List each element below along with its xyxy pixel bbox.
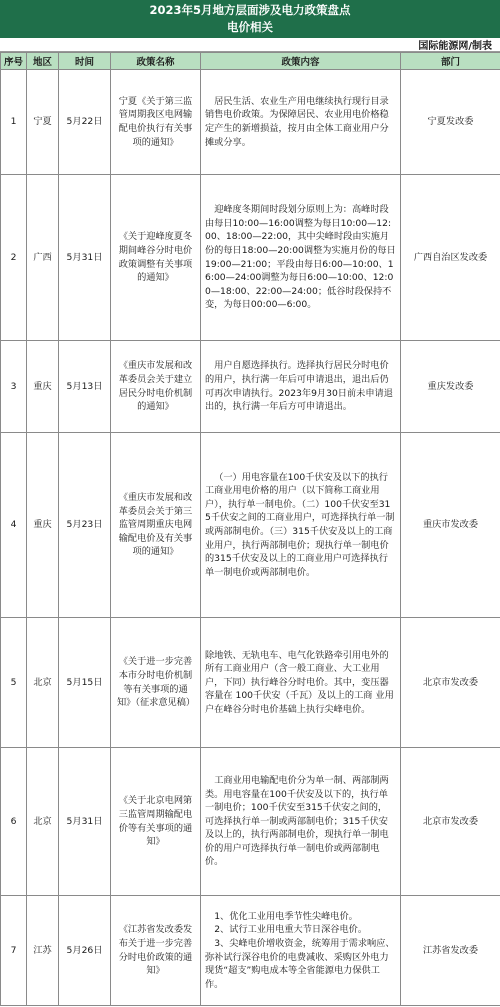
cell-policy-content: [201, 433, 401, 618]
cell-date: 5月31日: [59, 175, 111, 341]
cell-date: 5月15日: [59, 618, 111, 748]
cell-policy-name: 《重庆市发展和改革委员会关于第三监管周期重庆电网输配电价及有关事项的通知》: [111, 433, 201, 618]
page-title: 2023年5月地方层面涉及电力政策盘点: [149, 3, 351, 17]
col-header-policy-content: 政策内容: [201, 53, 401, 70]
content-paragraph: 1、优化工业用电季节性尖峰电价。: [214, 910, 358, 922]
table-row: [1, 896, 500, 1006]
cell-region: 北京: [27, 748, 59, 896]
cell-no: 4: [1, 433, 27, 618]
cell-no: 2: [1, 175, 27, 341]
cell-department: 宁夏发改委: [401, 70, 500, 175]
cell-no: 3: [1, 341, 27, 433]
cell-policy-content: [201, 341, 401, 433]
cell-policy-name: 《关于进一步完善本市分时电价机制等有关事项的通知》（征求意见稿）: [111, 618, 201, 748]
cell-department: 重庆市发改委: [401, 433, 500, 618]
cell-region: 北京: [27, 618, 59, 748]
cell-policy-content: [201, 175, 401, 341]
cell-date: 5月13日: [59, 341, 111, 433]
cell-region: 广西: [27, 175, 59, 341]
cell-policy-name: 《江苏省发改委发布关于进一步完善分时电价政策的通知》: [111, 896, 201, 1006]
cell-department: 北京市发改委: [401, 748, 500, 896]
table-header-row: [1, 53, 500, 70]
table-row: [1, 433, 500, 618]
cell-policy-name: 《重庆市发展和改革委员会关于建立居民分时电价机制的通知》: [111, 341, 201, 433]
cell-no: 7: [1, 896, 27, 1006]
cell-policy-name: 《关于北京电网第三监管周期输配电价等有关事项的通知》: [111, 748, 201, 896]
content-paragraph: 居民生活、农业生产用电继续执行现行目录销售电价政策。为保障居民、农业用电价格稳定产生的新增损益，按月由全体工商业用户分摊或分享。: [205, 95, 389, 148]
cell-date: 5月26日: [59, 896, 111, 1006]
cell-no: 1: [1, 70, 27, 175]
cell-no: 6: [1, 748, 27, 896]
source-credit: 国际能源网/制表: [418, 41, 492, 52]
content-paragraph: 用户自愿选择执行。选择执行居民分时电价的用户，执行满一年后可申请退出，退出后仍可再次申请执行。2023年9月30日前未申请退出的，执行满一年后方可申请退出。: [205, 360, 393, 413]
col-header-policy-name: 政策名称: [111, 53, 201, 70]
content-paragraph: 2、试行工业用电重大节日深谷电价。: [214, 924, 368, 936]
cell-region: 江苏: [27, 896, 59, 1006]
page-subtitle: 电价相关: [227, 20, 273, 34]
cell-region: 宁夏: [27, 70, 59, 175]
content-paragraph: 除地铁、无轨电车、电气化铁路牵引用电外的 所有工商业用户（含一般工商业、大工业用户，下同）执行峰谷分时电价。其中，变压器容量在 100千伏安（千瓦）及以上的工商 业用户在峰谷分时电价基础上执行尖峰电价。: [205, 649, 394, 715]
col-header-region: 地区: [27, 53, 59, 70]
title-banner: [0, 0, 500, 38]
cell-region: 重庆: [27, 433, 59, 618]
cell-no: 5: [1, 618, 27, 748]
content-paragraph: 工商业用电输配电价分为单一制、两部制两类。用电容量在100千伏安及以下的，执行单一制电价；100千伏安至315千伏安之间的，可选择执行单一制或两部制电价；315千伏安及以上的，执行两部制电价，现执行单一制电价的用户可选择执行单一制电价或两部制电价。: [205, 774, 389, 868]
cell-date: 5月23日: [59, 433, 111, 618]
cell-date: 5月31日: [59, 748, 111, 896]
cell-policy-content: [201, 70, 401, 175]
cell-department: 重庆发改委: [401, 341, 500, 433]
cell-policy-name: 宁夏《关于第三监管周期我区电网输配电价执行有关事项的通知》: [111, 70, 201, 175]
table-row: [1, 748, 500, 896]
policy-table: [0, 52, 500, 1006]
content-paragraph: 3、尖峰电价增收资金，统筹用于需求响应、弥补试行深谷电价的电费减收、采购区外电力现货“超支”购电成本等全省能源电力保供工作。: [205, 937, 395, 990]
cell-department: 江苏省发改委: [401, 896, 500, 1006]
cell-department: 北京市发改委: [401, 618, 500, 748]
content-paragraph: （一）用电容量在100千伏安及以下的执行工商业用电价格的用户（以下简称工商业用户），执行单一制电价。（二）100千伏安至315千伏安之间的工商业用户，可选择执行单一制或两部制电价。（三）315千伏安及以上的工商业用户，执行两部制电价；现执行单一制电价的315千伏安及以上的工商业用户可选择执行单一制电价或两部制电价。: [205, 471, 395, 578]
content-paragraph: 迎峰度冬期间时段划分原则上为：高峰时段由每日10:00—16:00调整为每日10:00—12:00、18:00—22:00，其中尖峰时段由实施月份的每日18:00—20:00调整为实施月份的每日19:00—21:00；平段由每日6:00—10:00、16:00—24:00调整为每日6:00—10:00、12:00—18:00、22:00—24:00；低谷时段保持不变，为每日00:00—6:00。: [205, 204, 396, 311]
cell-policy-content: [201, 748, 401, 896]
table-row: [1, 618, 500, 748]
col-header-no: 序号: [1, 53, 27, 70]
table-row: [1, 341, 500, 433]
table-row: [1, 175, 500, 341]
col-header-department: 部门: [401, 53, 500, 70]
cell-policy-content: [201, 618, 401, 748]
cell-region: 重庆: [27, 341, 59, 433]
cell-policy-content: [201, 896, 401, 1006]
source-credit-row: [0, 38, 500, 52]
table-row: [1, 70, 500, 175]
cell-department: 广西自治区发改委: [401, 175, 500, 341]
cell-date: 5月22日: [59, 70, 111, 175]
col-header-date: 时间: [59, 53, 111, 70]
cell-policy-name: 《关于迎峰度夏冬期间峰谷分时电价政策调整有关事项的通知》: [111, 175, 201, 341]
